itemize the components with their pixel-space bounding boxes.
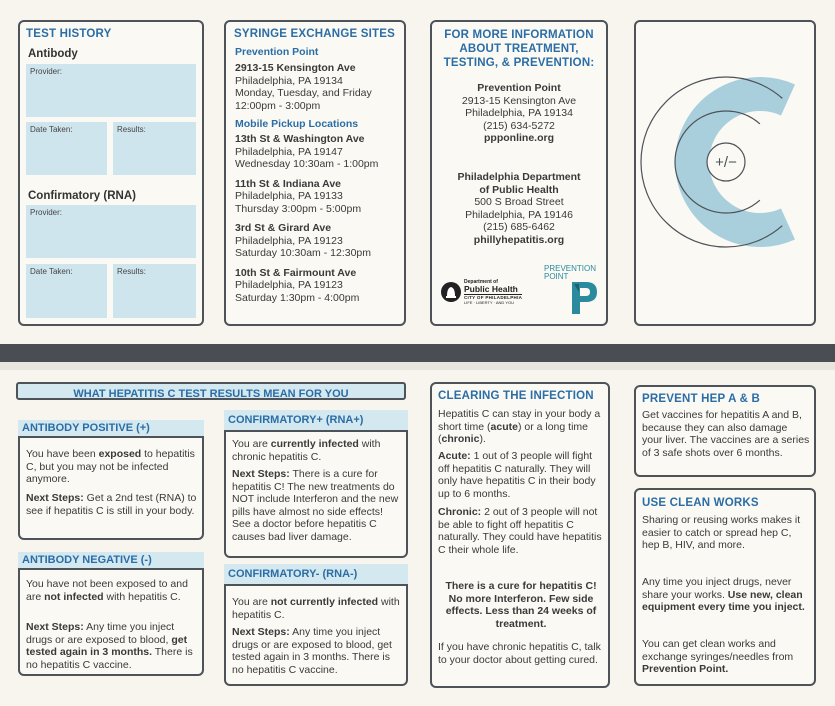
confirmatory-provider-field[interactable]: [26, 205, 196, 258]
antibody-positive-box: [18, 420, 204, 540]
pp-logo-text: PREVENTION: [544, 264, 597, 273]
mobile-city: Philadelphia, PA 19147: [235, 145, 343, 158]
dph-phone: (215) 685-6462: [483, 221, 555, 233]
mobile-time: Wednesday 10:30am - 1:00pm: [235, 158, 379, 170]
pp-website[interactable]: ppponline.org: [484, 132, 554, 144]
antibody-date-field[interactable]: [26, 122, 107, 175]
liberty-bell-icon: [440, 281, 462, 303]
antibody-positive-next: Next Steps: Get a 2nd test (RNA) to see if hepatitis C is still in your body.: [26, 492, 197, 517]
fold-divider: [0, 344, 835, 362]
dph-website[interactable]: phillyhepatitis.org: [473, 233, 565, 246]
more-info-panel: [430, 20, 608, 326]
prevent-hep-panel: [634, 385, 816, 477]
confirmatory-results-field[interactable]: [113, 264, 196, 318]
syringe-days: Monday, Tuesday, and Friday: [235, 87, 372, 99]
confirmatory-negative-box: [224, 564, 408, 686]
confirmatory-date-field[interactable]: [26, 264, 107, 318]
clearing-acute: Acute: 1 out of 3 people will fight off hepatitis C naturally. They will only have hepatitis C in their body up to 6 months.: [438, 450, 596, 500]
cover-panel: [634, 20, 816, 326]
antibody-negative-text: You have not been exposed to and are not infected with hepatitis C.: [26, 578, 188, 603]
dph-name: of Public Health: [479, 183, 559, 196]
results-label: Results:: [117, 267, 146, 276]
pp-city: Philadelphia, PA 19134: [465, 107, 573, 119]
test-history-panel: [18, 20, 204, 326]
clearing-title: CLEARING THE INFECTION: [438, 390, 594, 402]
syringe-org: Prevention Point: [235, 46, 319, 58]
hepatitis-c-logo-icon: [636, 22, 814, 324]
antibody-results-field[interactable]: [113, 122, 196, 175]
dph-name: Philadelphia Department: [457, 171, 581, 183]
dph-logo-line: LIFE · LIBERTY · AND YOU: [464, 300, 515, 305]
mobile-location: 11th St & Indiana Ave: [235, 177, 341, 190]
syringe-exchange-panel: [224, 20, 406, 326]
confirmatory-positive-text: You are currently infected with chronic hepatitis C.: [232, 438, 381, 463]
dph-address: 500 S Broad Street: [474, 196, 564, 208]
mobile-city: Philadelphia, PA 19133: [235, 190, 343, 202]
plus-minus-symbol: +/−: [715, 154, 737, 171]
clearing-intro: Hepatitis C can stay in your body a short time (acute) or a long time (chronic).: [438, 408, 601, 445]
confirmatory-positive-next: Next Steps: There is a cure for hepatitis C! The new treatments do NOT include Interferon and the new pills have almost no side effects! See a doctor before hepatitis C causes bad liver damage.: [232, 468, 399, 543]
pp-name: Prevention Point: [477, 82, 561, 94]
date-taken-label: Date Taken:: [30, 125, 73, 134]
mobile-time: Thursday 3:00pm - 5:00pm: [235, 202, 362, 215]
confirmatory-positive-box: [224, 410, 408, 558]
fold-divider-shadow: [0, 362, 835, 370]
pp-logo-text: POINT: [544, 272, 569, 281]
mobile-city: Philadelphia, PA 19123: [235, 279, 343, 291]
mobile-location: 3rd St & Girard Ave: [235, 222, 332, 234]
info-title-line: ABOUT TREATMENT,: [459, 43, 579, 55]
clean-works-panel: [634, 488, 816, 686]
dph-logo-line: Public Health: [464, 284, 518, 294]
clean-text-2: Any time you inject drugs, never share your works. Use new, clean equipment every time you inject.: [642, 576, 805, 613]
provider-label: Provider:: [30, 208, 63, 217]
confirmatory-positive-title: CONFIRMATORY+ (RNA+): [224, 410, 408, 432]
prevent-title: PREVENT HEP A & B: [642, 393, 760, 405]
antibody-negative-box: [18, 552, 204, 676]
date-taken-label: Date Taken:: [30, 267, 73, 276]
confirmatory-negative-text: You are not currently infected with hepatitis C.: [232, 596, 400, 621]
antibody-label: Antibody: [28, 48, 78, 60]
dph-logo-line: Department of: [464, 279, 498, 285]
mobile-title: Mobile Pickup Locations: [235, 118, 359, 130]
mobile-city: Philadelphia, PA 19123: [235, 234, 343, 247]
pp-logo-icon: [570, 278, 600, 316]
clean-text-3: You can get clean works and exchange syringes/needles from Prevention Point.: [642, 638, 794, 675]
antibody-positive-text: You have been exposed to hepatitis C, but you may not be infected anymore.: [26, 448, 195, 485]
prevent-text: Get vaccines for hepatitis A and B, because they can also damage your liver. The vaccines are a series of 3 safe shots over 6 months.: [642, 409, 810, 459]
antibody-provider-field[interactable]: [26, 64, 196, 117]
clearing-last: If you have chronic hepatitis C, talk to your doctor about getting cured.: [438, 641, 601, 666]
info-title-line: TESTING, & PREVENTION:: [443, 57, 595, 69]
results-banner: [16, 382, 406, 400]
syringe-hours: 12:00pm - 3:00pm: [235, 99, 321, 112]
dph-logo-line: CITY OF PHILADELPHIA: [464, 295, 523, 300]
syringe-city: Philadelphia, PA 19134: [235, 74, 343, 87]
provider-label: Provider:: [30, 67, 63, 76]
dph-city: Philadelphia, PA 19146: [465, 208, 573, 221]
results-banner-text: WHAT HEPATITIS C TEST RESULTS MEAN FOR YOU: [73, 388, 349, 400]
dph-logo: [440, 279, 540, 305]
antibody-positive-title: ANTIBODY POSITIVE (+): [18, 420, 204, 438]
clearing-chronic: Chronic: 2 out of 3 people will not be able to fight off hepatitis C naturally. They could have hepatitis C their whole life.: [438, 506, 602, 556]
confirmatory-label: Confirmatory (RNA): [28, 190, 136, 202]
syringe-address: 2913-15 Kensington Ave: [235, 62, 356, 74]
info-title-line: FOR MORE INFORMATION: [444, 29, 594, 41]
clean-text-1: Sharing or reusing works makes it easier to catch or spread hep C, hep B, HIV, and more.: [642, 514, 801, 551]
antibody-negative-title: ANTIBODY NEGATIVE (-): [18, 552, 204, 570]
antibody-negative-next: Next Steps: Any time you inject drugs or are exposed to blood, get tested again in 3 months. There is no hepatitis C vaccine.: [26, 621, 193, 671]
mobile-location: 13th St & Washington Ave: [235, 133, 365, 145]
clean-title: USE CLEAN WORKS: [642, 497, 759, 509]
prevention-point-logo: [542, 262, 602, 318]
syringe-title: SYRINGE EXCHANGE SITES: [234, 28, 395, 40]
pp-address: 2913-15 Kensington Ave: [461, 94, 577, 107]
results-label: Results:: [117, 125, 146, 134]
confirmatory-negative-next: Next Steps: Any time you inject drugs or are exposed to blood, get tested again in 3 months. There is no hepatitis C vaccine.: [232, 626, 392, 676]
confirmatory-negative-title: CONFIRMATORY- (RNA-): [224, 564, 408, 586]
clearing-infection-panel: [430, 382, 610, 688]
mobile-time: Saturday 10:30am - 12:30pm: [235, 247, 371, 259]
test-history-title: TEST HISTORY: [26, 28, 112, 40]
pp-phone: (215) 634-5272: [483, 119, 555, 132]
mobile-time: Saturday 1:30pm - 4:00pm: [235, 291, 360, 304]
clearing-cure: There is a cure for hepatitis C! No more Interferon. Few side effects. Less than 24 weeks of treatment.: [445, 580, 597, 630]
mobile-location: 10th St & Fairmount Ave: [235, 266, 357, 279]
